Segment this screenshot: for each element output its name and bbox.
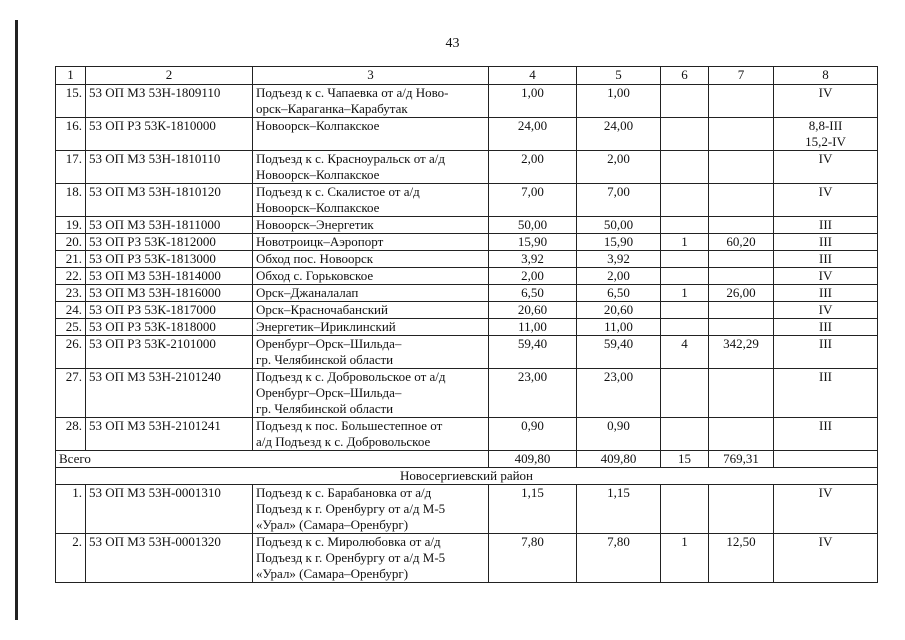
- row-number: 26.: [56, 336, 86, 369]
- col-5-value: 2,00: [577, 151, 661, 184]
- col-4-value: 20,60: [489, 302, 577, 319]
- road-name: Подъезд к с. Красноуральск от а/д Новоорск–Колпакское: [253, 151, 489, 184]
- category-value: III: [774, 418, 878, 451]
- category-value: III: [774, 217, 878, 234]
- road-name: Энергетик–Ириклинский: [253, 319, 489, 336]
- col-6-value: [661, 118, 709, 151]
- road-code: 53 ОП МЗ 53Н-1814000: [86, 268, 253, 285]
- col-4-value: 50,00: [489, 217, 577, 234]
- row-number: 19.: [56, 217, 86, 234]
- header-col-5: 5: [577, 67, 661, 85]
- road-name: Подъезд к с. Скалистое от а/д Новоорск–Колпакское: [253, 184, 489, 217]
- total-col-4: 409,80: [489, 451, 577, 468]
- category-value: IV: [774, 268, 878, 285]
- col-4-value: 2,00: [489, 268, 577, 285]
- col-4-value: 15,90: [489, 234, 577, 251]
- road-name: Подъезд к с. Чапаевка от а/д Ново- орск–Караганка–Карабутак: [253, 85, 489, 118]
- road-name: Подъезд к пос. Большестепное от а/д Подъезд к с. Добровольское: [253, 418, 489, 451]
- col-6-value: [661, 268, 709, 285]
- col-5-value: 0,90: [577, 418, 661, 451]
- category-value: 8,8-III 15,2-IV: [774, 118, 878, 151]
- category-value: IV: [774, 151, 878, 184]
- road-name: Обход пос. Новоорск: [253, 251, 489, 268]
- table-row: [56, 336, 878, 369]
- road-name: Новотроицк–Аэропорт: [253, 234, 489, 251]
- col-4-value: 6,50: [489, 285, 577, 302]
- col-6-value: [661, 184, 709, 217]
- category-value: IV: [774, 534, 878, 583]
- total-col-7: 769,31: [709, 451, 774, 468]
- category-value: III: [774, 336, 878, 369]
- table-row: [56, 285, 878, 302]
- col-4-value: 1,15: [489, 485, 577, 534]
- header-row: [56, 67, 878, 85]
- col-6-value: [661, 369, 709, 418]
- category-value: III: [774, 369, 878, 418]
- road-code: 53 ОП МЗ 53Н-1810120: [86, 184, 253, 217]
- road-code: 53 ОП РЗ 53К-2101000: [86, 336, 253, 369]
- category-value: IV: [774, 485, 878, 534]
- col-7-value: 26,00: [709, 285, 774, 302]
- table-row: [56, 234, 878, 251]
- category-value: III: [774, 319, 878, 336]
- road-code: 53 ОП МЗ 53Н-1809110: [86, 85, 253, 118]
- category-value: IV: [774, 302, 878, 319]
- col-6-value: [661, 319, 709, 336]
- road-name: Новоорск–Колпакское: [253, 118, 489, 151]
- road-code: 53 ОП РЗ 53К-1817000: [86, 302, 253, 319]
- col-7-value: 60,20: [709, 234, 774, 251]
- table-row: [56, 184, 878, 217]
- table-row: [56, 118, 878, 151]
- col-5-value: 1,00: [577, 85, 661, 118]
- col-4-value: 11,00: [489, 319, 577, 336]
- col-7-value: [709, 184, 774, 217]
- road-code: 53 ОП РЗ 53К-1810000: [86, 118, 253, 151]
- total-row: [56, 451, 878, 468]
- col-4-value: 3,92: [489, 251, 577, 268]
- col-5-value: 20,60: [577, 302, 661, 319]
- table-row: [56, 418, 878, 451]
- roads-table: [55, 66, 878, 583]
- col-7-value: [709, 369, 774, 418]
- col-7-value: [709, 302, 774, 319]
- col-6-value: [661, 251, 709, 268]
- col-6-value: 1: [661, 534, 709, 583]
- col-5-value: 59,40: [577, 336, 661, 369]
- col-4-value: 23,00: [489, 369, 577, 418]
- table-row: [56, 268, 878, 285]
- col-7-value: 342,29: [709, 336, 774, 369]
- road-code: 53 ОП МЗ 53Н-0001310: [86, 485, 253, 534]
- col-7-value: [709, 485, 774, 534]
- col-6-value: [661, 418, 709, 451]
- col-4-value: 2,00: [489, 151, 577, 184]
- col-7-value: [709, 85, 774, 118]
- table-row: [56, 217, 878, 234]
- col-5-value: 1,15: [577, 485, 661, 534]
- col-7-value: [709, 251, 774, 268]
- col-6-value: 1: [661, 234, 709, 251]
- col-4-value: 7,00: [489, 184, 577, 217]
- road-code: 53 ОП МЗ 53Н-1810110: [86, 151, 253, 184]
- category-value: III: [774, 251, 878, 268]
- total-label: Всего: [56, 451, 489, 468]
- road-code: 53 ОП МЗ 53Н-2101241: [86, 418, 253, 451]
- col-5-value: 2,00: [577, 268, 661, 285]
- road-name: Орск–Красночабанский: [253, 302, 489, 319]
- road-name: Оренбург–Орск–Шильда– гр. Челябинской области: [253, 336, 489, 369]
- table-row: [56, 251, 878, 268]
- road-code: 53 ОП МЗ 53Н-0001320: [86, 534, 253, 583]
- header-col-3: 3: [253, 67, 489, 85]
- road-name: Подъезд к с. Добровольское от а/д Оренбург–Орск–Шильда– гр. Челябинской области: [253, 369, 489, 418]
- col-5-value: 23,00: [577, 369, 661, 418]
- road-code: 53 ОП МЗ 53Н-1816000: [86, 285, 253, 302]
- col-4-value: 24,00: [489, 118, 577, 151]
- table-row: [56, 485, 878, 534]
- road-code: 53 ОП РЗ 53К-1818000: [86, 319, 253, 336]
- road-code: 53 ОП МЗ 53Н-2101240: [86, 369, 253, 418]
- row-number: 24.: [56, 302, 86, 319]
- section-title: Новосергиевский район: [56, 468, 878, 485]
- road-code: 53 ОП МЗ 53Н-1811000: [86, 217, 253, 234]
- col-6-value: [661, 217, 709, 234]
- col-7-value: [709, 418, 774, 451]
- col-7-value: [709, 151, 774, 184]
- row-number: 2.: [56, 534, 86, 583]
- col-6-value: [661, 302, 709, 319]
- header-col-4: 4: [489, 67, 577, 85]
- row-number: 25.: [56, 319, 86, 336]
- col-4-value: 1,00: [489, 85, 577, 118]
- col-7-value: [709, 268, 774, 285]
- total-col-6: 15: [661, 451, 709, 468]
- col-7-value: 12,50: [709, 534, 774, 583]
- table-row: [56, 85, 878, 118]
- table-row: [56, 302, 878, 319]
- road-name: Подъезд к с. Миролюбовка от а/д Подъезд к г. Оренбургу от а/д М-5 «Урал» (Самара–Оренбург): [253, 534, 489, 583]
- table-row: [56, 151, 878, 184]
- col-5-value: 7,80: [577, 534, 661, 583]
- row-number: 23.: [56, 285, 86, 302]
- col-5-value: 24,00: [577, 118, 661, 151]
- row-number: 21.: [56, 251, 86, 268]
- total-col-8: [774, 451, 878, 468]
- row-number: 20.: [56, 234, 86, 251]
- section-row: [56, 468, 878, 485]
- road-name: Орск–Джаналалап: [253, 285, 489, 302]
- col-6-value: [661, 151, 709, 184]
- col-4-value: 0,90: [489, 418, 577, 451]
- col-5-value: 7,00: [577, 184, 661, 217]
- col-7-value: [709, 217, 774, 234]
- header-col-2: 2: [86, 67, 253, 85]
- header-col-6: 6: [661, 67, 709, 85]
- col-5-value: 50,00: [577, 217, 661, 234]
- row-number: 1.: [56, 485, 86, 534]
- col-5-value: 11,00: [577, 319, 661, 336]
- col-6-value: [661, 485, 709, 534]
- page-number: 43: [445, 36, 460, 51]
- road-name: Обход с. Горьковское: [253, 268, 489, 285]
- category-value: IV: [774, 184, 878, 217]
- table-row: [56, 369, 878, 418]
- row-number: 28.: [56, 418, 86, 451]
- col-6-value: 1: [661, 285, 709, 302]
- col-6-value: [661, 85, 709, 118]
- category-value: IV: [774, 85, 878, 118]
- row-number: 22.: [56, 268, 86, 285]
- col-4-value: 7,80: [489, 534, 577, 583]
- road-name: Новоорск–Энергетик: [253, 217, 489, 234]
- col-5-value: 15,90: [577, 234, 661, 251]
- row-number: 17.: [56, 151, 86, 184]
- col-7-value: [709, 118, 774, 151]
- road-name: Подъезд к с. Барабановка от а/д Подъезд к г. Оренбургу от а/д М-5 «Урал» (Самара–Оренбург): [253, 485, 489, 534]
- col-5-value: 6,50: [577, 285, 661, 302]
- road-code: 53 ОП РЗ 53К-1813000: [86, 251, 253, 268]
- col-6-value: 4: [661, 336, 709, 369]
- road-code: 53 ОП РЗ 53К-1812000: [86, 234, 253, 251]
- header-col-1: 1: [56, 67, 86, 85]
- table-row: [56, 534, 878, 583]
- row-number: 16.: [56, 118, 86, 151]
- category-value: III: [774, 234, 878, 251]
- row-number: 27.: [56, 369, 86, 418]
- binding-margin-line: [15, 20, 18, 620]
- col-5-value: 3,92: [577, 251, 661, 268]
- total-col-5: 409,80: [577, 451, 661, 468]
- table-row: [56, 319, 878, 336]
- row-number: 18.: [56, 184, 86, 217]
- row-number: 15.: [56, 85, 86, 118]
- header-col-8: 8: [774, 67, 878, 85]
- col-4-value: 59,40: [489, 336, 577, 369]
- header-col-7: 7: [709, 67, 774, 85]
- col-7-value: [709, 319, 774, 336]
- category-value: III: [774, 285, 878, 302]
